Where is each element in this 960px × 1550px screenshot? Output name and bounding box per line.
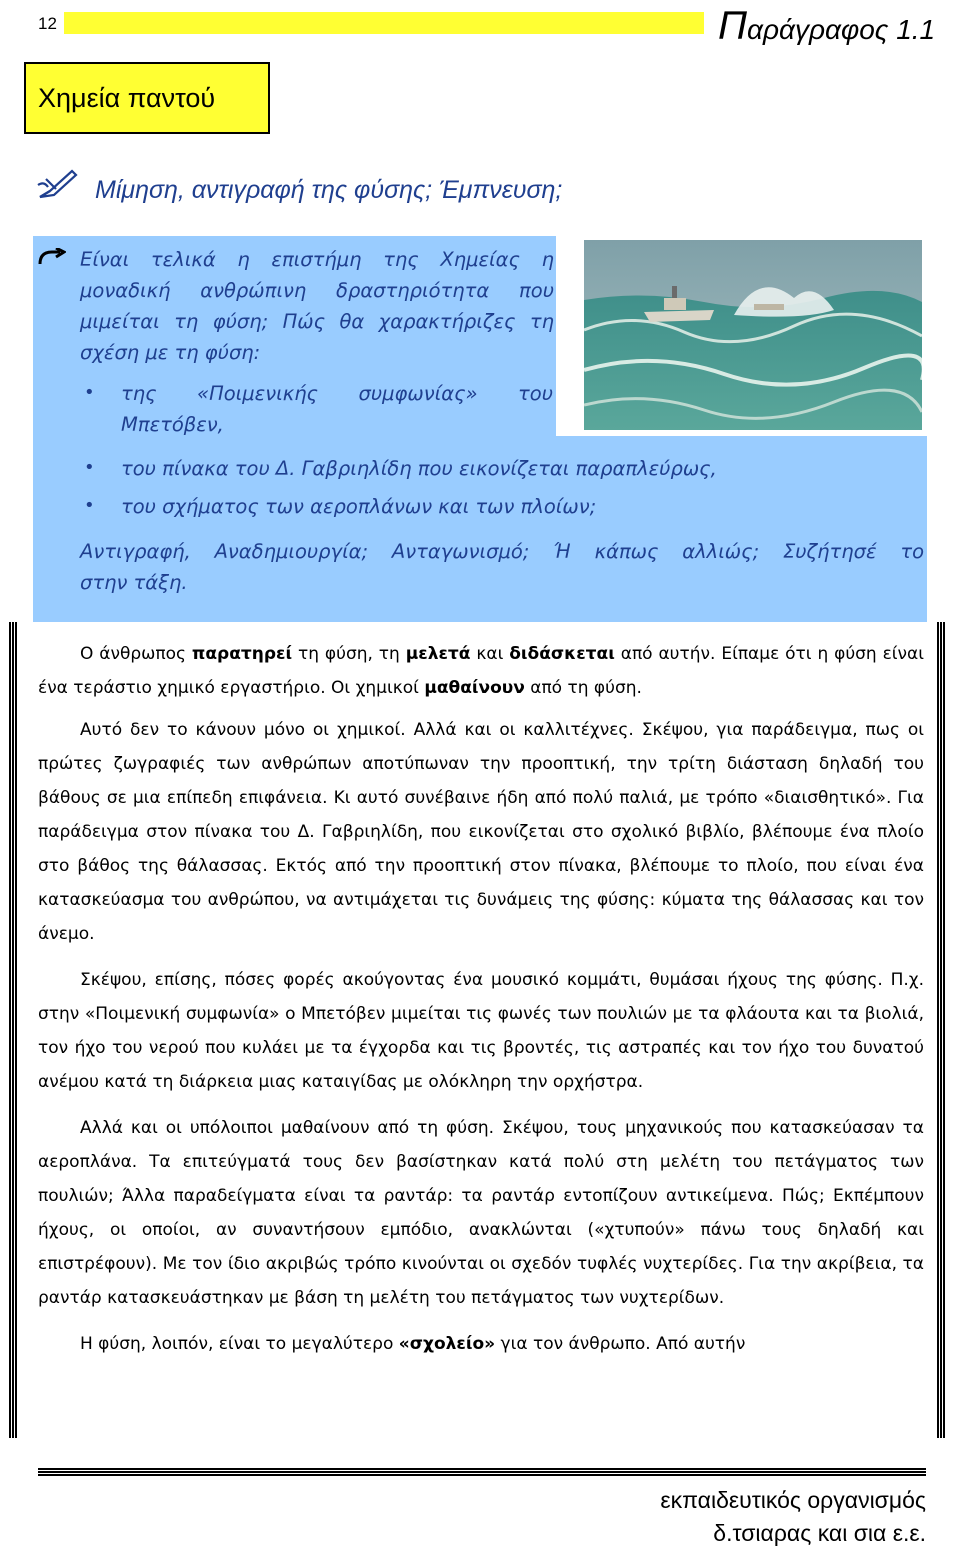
text-run: Σκέψου, επίσης, πόσες φορές ακούγοντας ένα μουσικό κομμάτι, θυμάσαι ήχους της φύσης. Π.χ. στην «Ποιμενική συμφωνία» ο Μπετόβεν μιμείται τις φωνές των πουλιών με τα φλάουτα και τα βιολιά, τον ήχο του νερού που κυλάει με τα έγχορδα και τις βροντές, τις αστραπές και τον ήχο του δυνατού ανέμου κατά τη διάρκεια μιας καταιγίδας με ολόκληρη την ορχήστρα.	[38, 970, 924, 1092]
paragraph-1	[38, 637, 924, 705]
bullet-icon: •	[84, 495, 95, 516]
left-border-rule	[9, 622, 17, 1438]
bold-learn: μαθαίνουν	[424, 678, 525, 698]
header-bar	[64, 12, 704, 34]
subtitle: Μίμηση, αντιγραφή της φύσης; Έμπνευση;	[95, 176, 563, 204]
paragraph-2	[38, 713, 924, 951]
footer-line-1: εκπαιδευτικός οργανισμός	[660, 1487, 926, 1513]
bullet-planes-ships: του σχήματος των αεροπλάνων και των πλοίων;	[121, 495, 597, 518]
bold-observes: παρατηρεί	[191, 644, 293, 664]
body-text	[38, 637, 924, 1373]
section-title: Χημεία παντού	[24, 62, 270, 134]
bold-studies: μελετά	[405, 644, 471, 664]
bold-school: «σχολείο»	[398, 1334, 496, 1354]
paragraph-5	[38, 1327, 924, 1361]
paragraph-label	[718, 4, 935, 49]
footer-rule	[38, 1468, 926, 1476]
text-run: Αυτό δεν το κάνουν μόνο οι χημικοί. Αλλά και οι καλλιτέχνες. Σκέψου, για παράδειγμα, πως οι πρώτες ζωγραφιές των ανθρώπων αποτύπωναν την προοπτική, την τρίτη διάσταση δηλαδή του βάθους σε μια επίπεδη επιφάνεια. Κι αυτό συνέβαινε ήδη από πολύ παλιά, με τρόπο «διαισθητικό». Για παράδειγμα στον πίνακα του Δ. Γαβριηλίδη, που εικονίζεται στο σχολικό βιβλίο, βλέπουμε ένα πλοίο στο βάθος της θάλασσας. Εκτός από την προοπτική στον πίνακα, βλέπουμε το πλοίο, που είναι ένα κατασκεύασμα του ανθρώπου, να αντιμάχεται τις δυνάμεις της φύσης: κύματα της θάλασσας και τον άνεμο.	[38, 720, 924, 944]
right-border-rule	[937, 622, 945, 1438]
paragraph-4	[38, 1111, 924, 1315]
footer-line-2: δ.τσιαρας και σια ε.ε.	[713, 1520, 926, 1546]
text-run: Η φύση, λοιπόν, είναι το μεγαλύτερο	[80, 1334, 399, 1354]
text-run: Αλλά και οι υπόλοιποι μαθαίνουν από τη φύση. Σκέψου, τους μηχανικούς που κατασκεύασαν τα αεροπλάνα. Τα επιτεύγματά τους δεν βασίστηκαν κατά πολύ στη μελέτη του πετάγματος των πουλιών; Άλλα παραδείγματα είναι τα ραντάρ: τα ραντάρ εντοπίζουν αντικείμενα. Πώς; Εκπέμπουν ήχους, οι οποίοι, αν συναντήσουν εμπόδιο, ανακλώνται («χτυπούν» πάνω τους δηλαδή και επιστρέφουν). Με τον ίδιο ακριβώς τρόπο κινούνται οι σχεδόν τυφλές νυχτερίδες. Για την ακρίβεια, τα ραντάρ κατασκευάστηκαν με βάση τη μελέτη του πετάγματος των νυχτερίδων.	[38, 1118, 924, 1308]
arrow-right-icon	[38, 248, 66, 268]
question-closing-line2: στην τάξη.	[80, 571, 188, 594]
paragraph-label-initial: Π	[718, 4, 747, 48]
bullet-painting: του πίνακα του Δ. Γαβριηλίδη που εικονίζεται παραπλεύρως,	[121, 457, 717, 480]
bullet-icon: •	[84, 457, 95, 478]
question-closing	[80, 536, 924, 598]
bold-is-taught: διδάσκεται	[509, 644, 615, 664]
text-run: τη φύση, τη	[292, 644, 406, 664]
page-number: 12	[38, 14, 57, 33]
bullet-pastoral-symphony: της «Ποιμενικής συμφωνίας» του	[121, 382, 553, 405]
publisher-footer	[560, 1484, 926, 1550]
text-run: από αυτήν. Είπαμε ότι η φύση είναι ένα τεράστιο χημικό εργαστήριο. Οι χημικοί	[38, 644, 925, 698]
text-run: και	[470, 644, 510, 664]
question-intro: Είναι τελικά η επιστήμη της Χημείας η μοναδική ανθρώπινη δραστηριότητα που μιμείται τη φύση; Πώς θα χαρακτήριζες τη σχέση με τη φύση:	[80, 248, 554, 364]
ship-painting-image	[584, 240, 922, 430]
question-closing-line1: Αντιγραφή, Αναδημιουργία; Ανταγωνισμό; Ή κάπως αλλιώς; Συζήτησέ το	[80, 540, 924, 563]
paragraph-3	[38, 963, 924, 1099]
bullet-pastoral-symphony-cont: Μπετόβεν,	[121, 413, 224, 436]
text-run: από τη φύση.	[524, 678, 642, 698]
pencil-writing-icon	[36, 167, 78, 201]
bullet-icon: •	[84, 382, 95, 403]
text-run: για τον άνθρωπο. Από αυτήν	[495, 1334, 746, 1354]
paragraph-label-rest: αράγραφος 1.1	[746, 14, 936, 45]
text-run: Ο άνθρωπος	[80, 644, 192, 664]
